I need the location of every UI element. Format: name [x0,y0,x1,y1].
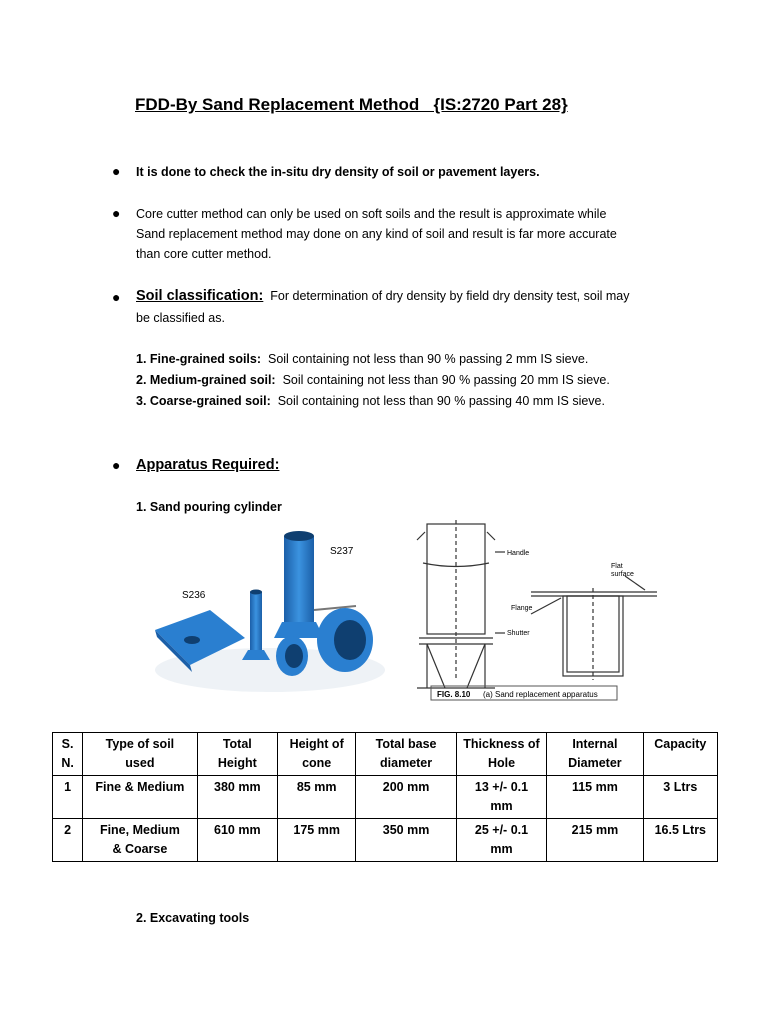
table-cell: 85 mm [278,776,356,819]
table-cell: 350 mm [356,819,456,862]
diagram-label-shutter: Shutter [507,630,530,637]
bullet-dot: ● [112,457,121,473]
apparatus-item-1: 1. Sand pouring cylinder [136,500,282,514]
table-cell: 16.5 Ltrs [643,819,717,862]
soil-classification-heading: Soil classification: [136,288,264,304]
header-cell: Type of soil used [83,733,198,776]
header-cell: Capacity [643,733,717,776]
apparatus-diagram [395,518,667,706]
table-cell: 215 mm [547,819,643,862]
table-row [53,819,718,862]
bullet-comparison [136,204,617,264]
bullet-dot: ● [112,163,121,179]
diagram-label-flange: Flange [511,605,533,612]
apparatus-item-2: 2. Excavating tools [136,911,250,925]
bullet-dot: ● [112,289,121,305]
table-cell: 115 mm [547,776,643,819]
comparison-line-2: Sand replacement method may done on any kind of soil and result is far more accurate [136,227,617,241]
header-cell: S. N. [53,733,83,776]
header-cell: Total base diameter [356,733,456,776]
table-cell: 25 +/- 0.1 mm [456,819,546,862]
classification-list [136,349,610,412]
table-header-row [53,733,718,776]
table-cell: Fine, Medium & Coarse [83,819,198,862]
comparison-line-3: than core cutter method. [136,247,272,261]
list-item: 3. Coarse-grained soil: Soil containing not less than 90 % passing 40 mm IS sieve. [136,394,605,408]
table-cell: 3 Ltrs [643,776,717,819]
diagram-label-flat: Flat [611,563,623,570]
table-cell: 1 [53,776,83,819]
diagram-label-surface: surface [611,571,634,578]
apparatus-photo [150,520,388,700]
table-cell: 2 [53,819,83,862]
bullet-soil-classification [136,286,629,328]
table-cell: 610 mm [197,819,277,862]
bullet-dot: ● [112,205,121,221]
header-cell: Thickness of Hole [456,733,546,776]
soil-classification-text-1: For determination of dry density by field dry density test, soil may [270,289,630,303]
diagram-caption-text: (a) Sand replacement apparatus [483,690,598,699]
header-cell: Total Height [197,733,277,776]
table-cell: 380 mm [197,776,277,819]
apparatus-heading: Apparatus Required: [136,457,280,473]
diagram-caption-number: FIG. 8.10 [437,690,471,699]
list-item: 1. Fine-grained soils: Soil containing not less than 90 % passing 2 mm IS sieve. [136,352,589,366]
header-cell: Height of cone [278,733,356,776]
table-cell: 13 +/- 0.1 mm [456,776,546,819]
comparison-line-1: Core cutter method can only be used on soft soils and the result is approximate while [136,207,607,221]
table-row [53,776,718,819]
diagram-label-handle: Handle [507,550,530,557]
list-item: 2. Medium-grained soil: Soil containing not less than 90 % passing 20 mm IS sieve. [136,373,610,387]
bullet-purpose: It is done to check the in-situ dry density of soil or pavement layers. [136,165,540,179]
photo-label-s236: S236 [182,590,206,601]
photo-label-s237: S237 [330,546,354,557]
page-title: FDD-By Sand Replacement Method {IS:2720 Part 28} [135,95,568,114]
apparatus-spec-table [52,732,718,862]
soil-classification-text-2: be classified as. [136,311,225,325]
table-cell: 175 mm [278,819,356,862]
header-cell: Internal Diameter [547,733,643,776]
table-cell: Fine & Medium [83,776,198,819]
table-cell: 200 mm [356,776,456,819]
